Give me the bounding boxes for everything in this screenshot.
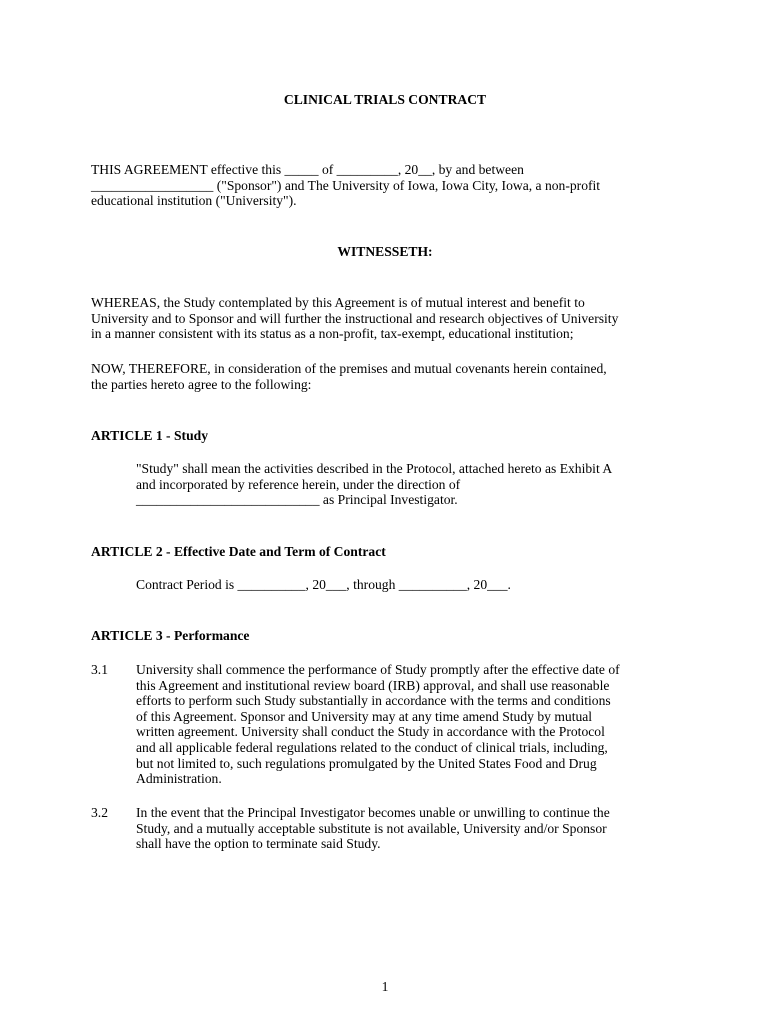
intro-line: THIS AGREEMENT effective this _____ of _________, 20__, by and between — [91, 162, 524, 177]
whereas-line: WHEREAS, the Study contemplated by this Agreement is of mutual interest and benefit to — [91, 295, 585, 310]
section-line: this Agreement and institutional review board (IRB) approval, and shall use reasonable — [136, 677, 610, 693]
section-line: In the event that the Principal Investigator becomes unable or unwilling to continue the — [136, 805, 610, 820]
article-1-text — [136, 461, 696, 508]
whereas-paragraph — [91, 295, 691, 342]
article-2-heading: ARTICLE 2 - Effective Date and Term of Contract — [91, 544, 386, 559]
section-line: but not limited to, such regulations promulgated by the United States Food and Drug — [136, 755, 597, 771]
article-1-heading: ARTICLE 1 - Study — [91, 428, 208, 443]
intro-line: __________________ ("Sponsor") and The University of Iowa, Iowa City, Iowa, a non-profit — [91, 177, 601, 193]
whereas-line: University and to Sponsor and will further the instructional and research objectives of University — [91, 310, 619, 326]
section-3-2-text — [136, 805, 696, 852]
article-1-line: and incorporated by reference herein, under the direction of — [136, 476, 461, 492]
section-line: Administration. — [136, 771, 222, 787]
whereas-line: in a manner consistent with its status as a non-profit, tax-exempt, educational institution; — [91, 326, 574, 342]
therefore-paragraph — [91, 361, 691, 392]
section-line: written agreement. University shall conduct the Study in accordance with the Protocol — [136, 724, 605, 740]
intro-paragraph — [91, 162, 691, 209]
article-3-heading: ARTICLE 3 - Performance — [91, 628, 250, 643]
article-1-line: "Study" shall mean the activities described in the Protocol, attached hereto as Exhibit A — [136, 461, 613, 476]
section-3-1-text — [136, 662, 696, 787]
section-line: shall have the option to terminate said Study. — [136, 836, 381, 852]
witnesseth-heading: WITNESSETH: — [337, 244, 433, 259]
therefore-line: NOW, THEREFORE, in consideration of the premises and mutual covenants herein contained, — [91, 361, 607, 376]
section-line: and all applicable federal regulations related to the conduct of clinical trials, including, — [136, 739, 608, 755]
intro-line: educational institution ("University"). — [91, 193, 297, 209]
section-line: efforts to perform such Study substantially in accordance with the terms and conditions — [136, 693, 611, 709]
section-number: 3.1 — [91, 662, 108, 677]
article-1-line: ___________________________ as Principal Investigator. — [136, 492, 458, 508]
contract-period-line: Contract Period is __________, 20___, through __________, 20___. — [136, 577, 511, 592]
therefore-line: the parties hereto agree to the following: — [91, 376, 312, 392]
page-number: 1 — [381, 979, 389, 994]
section-number: 3.2 — [91, 805, 108, 820]
document-title: CLINICAL TRIALS CONTRACT — [283, 92, 487, 107]
section-line: of this Agreement. Sponsor and University may at any time amend Study by mutual — [136, 708, 593, 724]
article-2-text — [136, 577, 696, 593]
section-line: Study, and a mutually acceptable substitute is not available, University and/or Sponsor — [136, 820, 607, 836]
section-line: University shall commence the performance of Study promptly after the effective date of — [136, 662, 620, 677]
